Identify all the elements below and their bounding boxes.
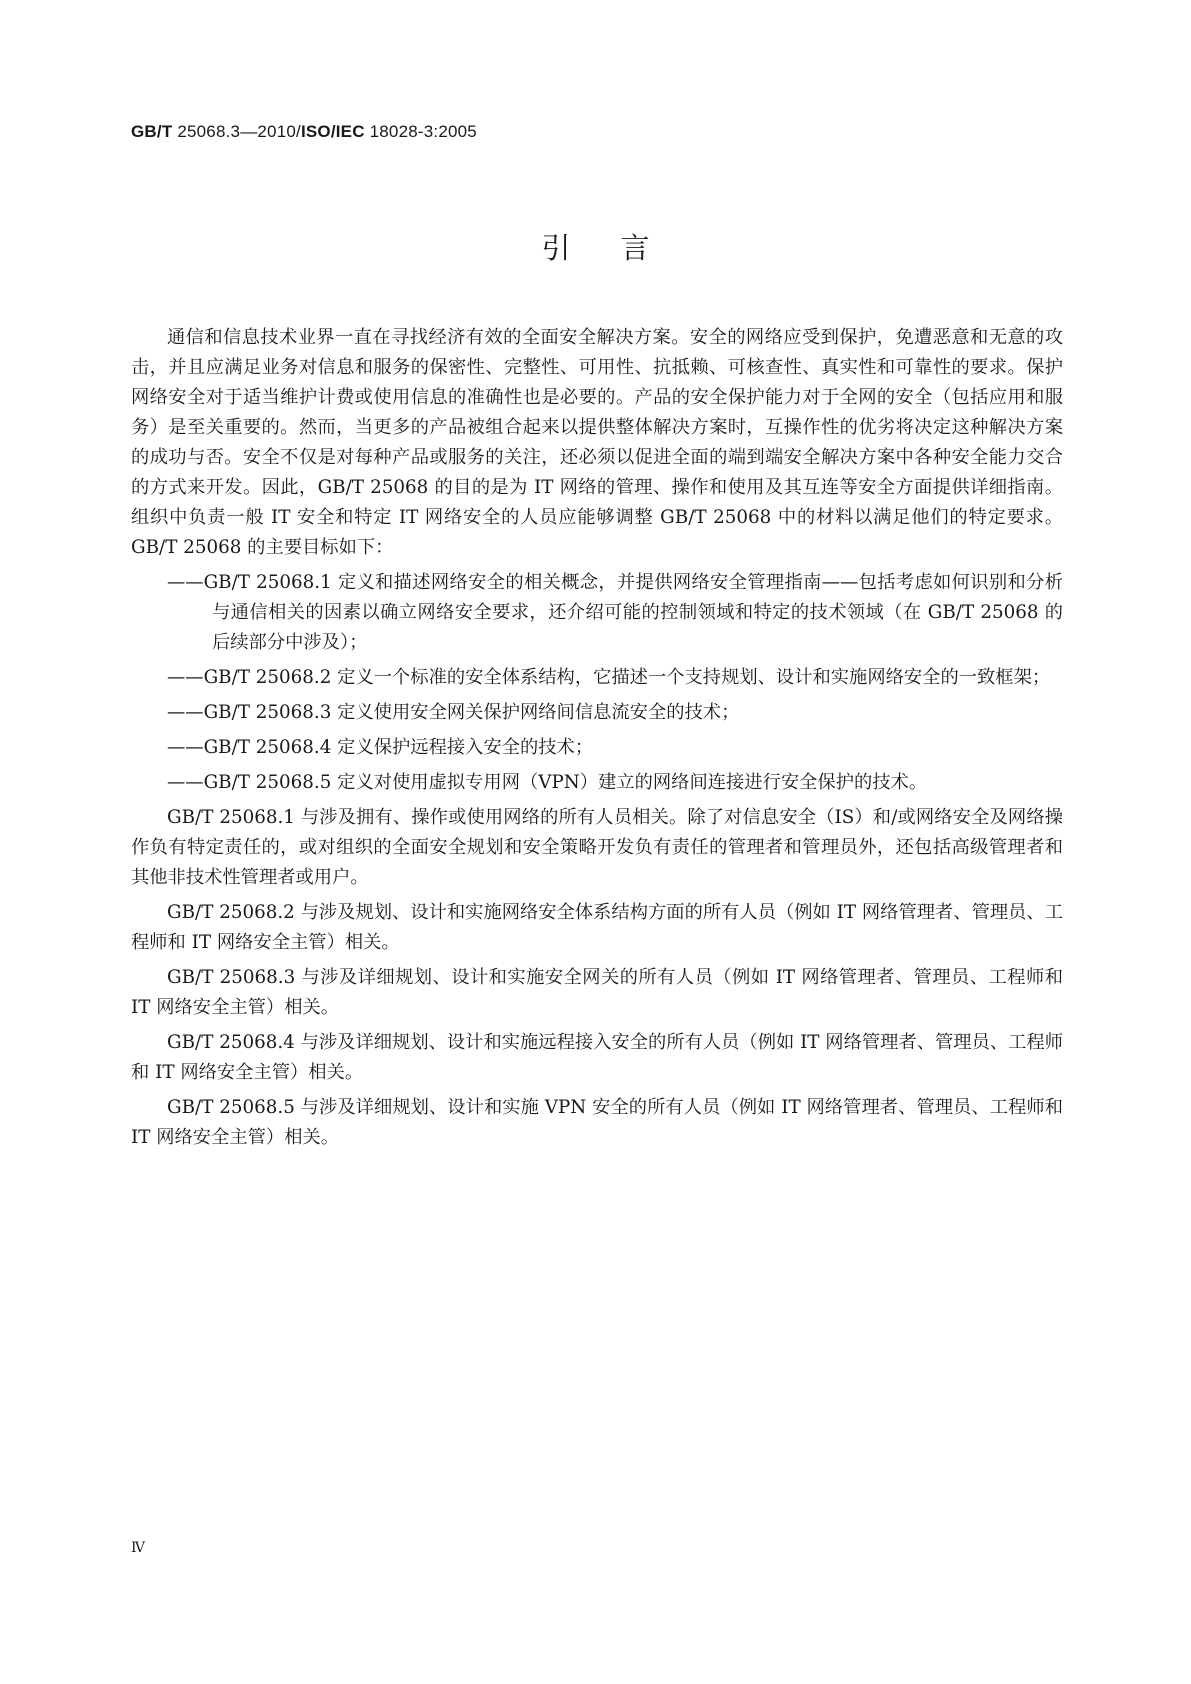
body-text (131, 323, 1063, 1158)
intro-paragraph: 通信和信息技术业界一直在寻找经济有效的全面安全解决方案。安全的网络应受到保护，免遭恶意和无意的攻击，并且应满足业务对信息和服务的保密性、完整性、可用性、抗抵赖、可核查性、真实性和可靠性的要求。保护网络安全对于适当维护计费或使用信息的准确性也是必要的。产品的安全保护能力对于全网的安全（包括应用和服务）是至关重要的。然而，当更多的产品被组合起来以提供整体解决方案时，互操作性的优劣将决定这种解决方案的成功与否。安全不仅是对每种产品或服务的关注，还必须以促进全面的端到端安全解决方案中各种安全能力交合的方式来开发。因此，GB/T 25068 的目的是为 IT 网络的管理、操作和使用及其互连等安全方面提供详细指南。组织中负责一般 IT 安全和特定 IT 网络安全的人员应能够调整 GB/T 25068 中的材料以满足他们的特定要求。GB/T 25068 的主要目标如下： (131, 327, 1063, 558)
part1-paragraph: GB/T 25068.1 与涉及拥有、操作或使用网络的所有人员相关。除了对信息安全（IS）和/或网络安全及网络操作负有特定责任的，或对组织的全面安全规划和安全策略开发负有责任的管理者和管理员外，还包括高级管理者和其他非技术性管理者或用户。 (131, 807, 1063, 888)
code-iso-number: 18028-3:2005 (364, 122, 477, 141)
part5-paragraph: GB/T 25068.5 与涉及详细规划、设计和实施 VPN 安全的所有人员（例如 IT 网络管理者、管理员、工程师和 IT 网络安全主管）相关。 (131, 1097, 1063, 1148)
part3-paragraph: GB/T 25068.3 与涉及详细规划、设计和实施安全网关的所有人员（例如 IT 网络管理者、管理员、工程师和 IT 网络安全主管）相关。 (131, 967, 1063, 1018)
list-item: ——GB/T 25068.3 定义使用安全网关保护网络间信息流安全的技术； (167, 702, 740, 723)
list-item: ——GB/T 25068.1 定义和描述网络安全的相关概念，并提供网络安全管理指南——包括考虑如何识别和分析与通信相关的因素以确立网络安全要求，还介绍可能的控制领域和特定的技术领域（在 GB/T 25068 的后续部分中涉及）； (167, 572, 1063, 653)
code-number: 25068.3—2010/ (172, 122, 301, 141)
list-item: ——GB/T 25068.5 定义对使用虚拟专用网（VPN）建立的网络间连接进行安全保护的技术。 (167, 772, 928, 793)
code-prefix: GB/T (131, 122, 173, 141)
list-item: ——GB/T 25068.2 定义一个标准的安全体系结构，它描述一个支持规划、设计和实施网络安全的一致框架； (167, 667, 1051, 688)
page-title: 引言 (541, 231, 700, 265)
part2-paragraph: GB/T 25068.2 与涉及规划、设计和实施网络安全体系结构方面的所有人员（例如 IT 网络管理者、管理员、工程师和 IT 网络安全主管）相关。 (131, 902, 1063, 953)
part4-paragraph: GB/T 25068.4 与涉及详细规划、设计和实施远程接入安全的所有人员（例如 IT 网络管理者、管理员、工程师和 IT 网络安全主管）相关。 (131, 1032, 1063, 1083)
page-number: Ⅳ (131, 1540, 145, 1556)
list-item: ——GB/T 25068.4 定义保护远程接入安全的技术； (167, 737, 594, 758)
code-iso: ISO/IEC (300, 122, 365, 141)
document-code (131, 122, 477, 142)
